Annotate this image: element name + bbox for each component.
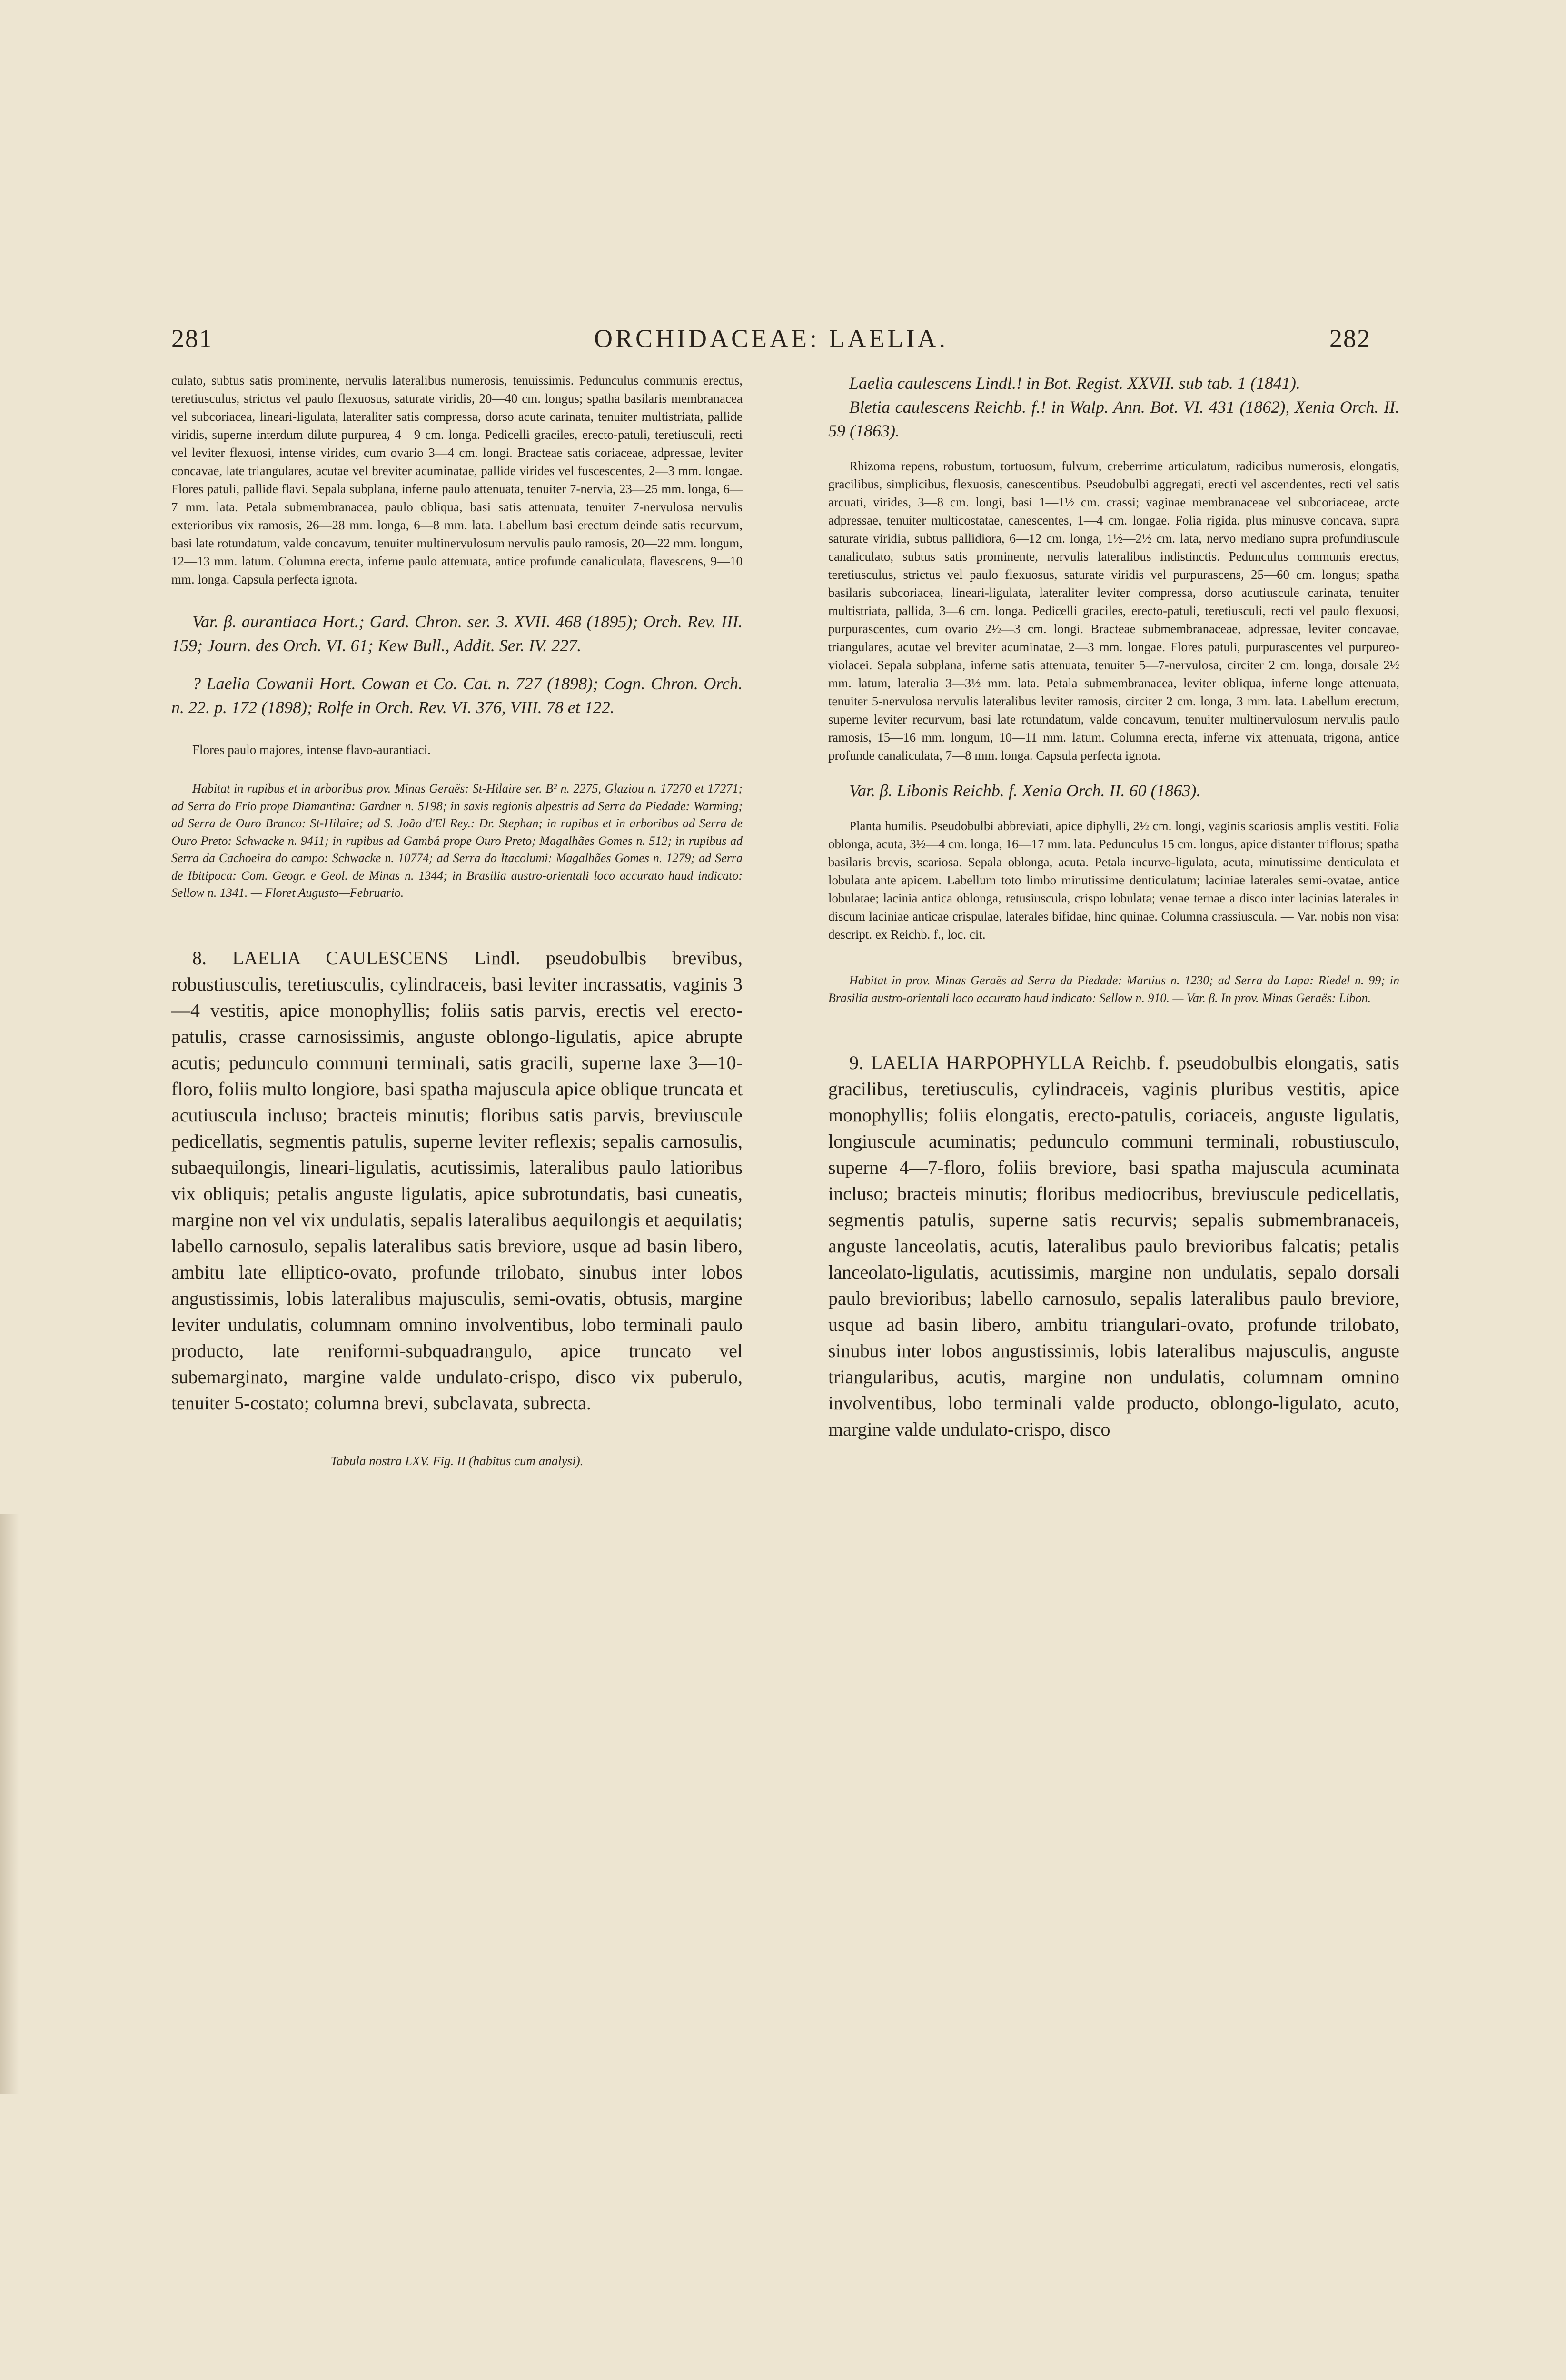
species-diagnosis: 8. LAELIA CAULESCENS Lindl. pseudobulbis brevibus, robustiusculis, teretiusculis, cylindraceis, basi leviter incrassatis, vaginis 3—4 vestitis, apice monophyllis; foliis satis parvis, erectis vel erecto-patulis, crasse carnosissimis, anguste oblongo-ligulatis, apice abrupte acutis; pedunculo communi terminali, satis gracili, superne laxe 3—10-floro, foliis multo longiore, basi spatha majuscula apice oblique truncata et acutiuscula incluso; bracteis minutis; floribus satis parvis, breviuscule pedicellatis, segmentis patulis, superne leviter reflexis; sepalis carnosulis, subaequilongis, lineari-ligulatis, acutissimis, lateralibus paulo latioribus vix obliquis; petalis anguste ligulatis, apice subrotundatis, basi cuneatis, margine non vel vix undulatis, sepalis lateralibus aequilongis et aequilatis; labello carnosulo, sepalis lateralibus satis breviore, usque ad basin libero, ambitu late elliptico-ovato, profunde trilobato, sinubus inter lobos angustissimis, lobis lateralibus majusculis, semi-ovatis, obtusis, margine leviter undulatis, columnam omnino involventibus, lobo terminali paulo producto, late reniformi-subquadrangulo, apice truncato vel subemarginato, margine valde undulato-crispo, disco vix puberulo, tenuiter 5-costato; columna brevi, subclavata, subrecta. (171, 947, 743, 1414)
synonym-reference: ? Laelia Cowanii Hort. Cowan et Co. Cat. n. 727 (1898); Cogn. Chron. Orch. n. 22. p. 172 (1898); Rolfe in Orch. Rev. VI. 376, VIII. 78 et 122. (171, 674, 743, 717)
right-column (828, 371, 1399, 1442)
variety-heading-libonis: Var. β. Libonis Reichb. f. Xenia Orch. II. 60 (1863). (849, 781, 1201, 800)
description-continued: culato, subtus satis prominente, nervulis lateralibus numerosis, tenuissimis. Pedunculus communis erectus, teretiusculus, strictus vel paulo flexuosus, saturate viridis, 20—40 cm. longus; spatha basilaris membranacea vel subcoriacea, lineari-ligulata, lateraliter satis compressa, dorso acute carinata, tenuiter multistriata, pallide viridis, superne interdum dilute purpurea, 4—9 cm. longa. Pedicelli graciles, erecto-patuli, teretiusculi, recti vel leviter flexuosi, intense virides, cum ovario 3—4 cm. longi. Bracteae satis coriaceae, adpressae, leviter concavae, late triangulares, acutae vel breviter acuminatae, pallide virides vel fuscescentes, 2—3 mm. longae. Flores patuli, pallide flavi. Sepala subplana, inferne paulo attenuata, tenuiter 7-nervia, 23—25 mm. longa, 6—7 mm. lata. Petala submembranacea, paulo obliqua, basi satis attenuata, tenuiter 7-nervulosa nervulis exterioribus vix ramosis, 26—28 mm. longa, 6—8 mm. lata. Labellum basi erectum deinde satis recurvum, basi late rotundatum, valde concavum, tenuiter multinervulosum nervulis paulo ramosis, 20—22 mm. longum, 12—13 mm. latum. Columna erecta, inferne paulo attenuata, antice profunde canaliculata, flavescens, 9—10 mm. longa. Capsula perfecta ignota. (171, 373, 743, 586)
synonym-reference-bletia: Bletia caulescens Reichb. f.! in Walp. Ann. Bot. VI. 431 (1862), Xenia Orch. II. 59 (1863). (828, 397, 1399, 440)
page-number-left: 281 (171, 324, 213, 353)
left-column (171, 371, 743, 1470)
basionym-reference: Laelia caulescens Lindl.! in Bot. Regist. XXVII. sub tab. 1 (1841). (849, 374, 1300, 393)
variety-heading: Var. β. aurantiaca Hort.; Gard. Chron. ser. 3. XVII. 468 (1895); Orch. Rev. III. 159; Journ. des Orch. VI. 61; Kew Bull., Addit. Ser. IV. 227. (171, 612, 743, 655)
page-edge-shadow (0, 1514, 19, 2094)
page-number-right: 282 (1329, 324, 1371, 353)
variety-description: Planta humilis. Pseudobulbi abbreviati, apice diphylli, 2½ cm. longi, vaginis scariosis amplis vestiti. Folia oblonga, acuta, 3½—4 cm. longa, 16—17 mm. lata. Pedunculus 15 cm. longus, apice distanter triflorus; spatha basilaris brevis, scariosa. Sepala oblonga, acuta. Petala incurvo-ligulata, acuta, minutissime denticulata et lobulata ante apicem. Labellum toto limbo minutissime denticulatum; laciniae laterales semi-ovatae, antice lobulatae; lacinia antica oblonga, retusiuscula, crispo lobulata; venae ternae a disco inter lacinias laterales in discum laciniae anticae crispulae, laterales bifidae, hinc quinae. Columna crassiuscula. — Var. nobis non visa; descript. ex Reichb. f., loc. cit. (828, 819, 1399, 942)
species-diagnosis-harpophylla: 9. LAELIA HARPOPHYLLA Reichb. f. pseudobulbis elongatis, satis gracilibus, teretiusculis, cylindraceis, vaginis pluribus vestitis, apice monophyllis; foliis elongatis, erecto-patulis, coriaceis, anguste ligulatis, longiuscule acuminatis; pedunculo communi terminali, robustiusculo, superne 4—7-floro, foliis breviore, basi spatha majuscula acuminata incluso; bracteis minutis; floribus mediocribus, breviuscule pedicellatis, segmentis patulis, superne satis recurvis; sepalis submembranaceis, anguste lanceolatis, acutis, lateralibus paulo brevioribus falcatis; petalis lanceolato-ligulatis, acutissimis, margine non undulatis, sepalo dorsali paulo brevioribus; labello carnosulo, sepalis lateralibus paulo breviore, usque ad basin libero, ambitu triangulari-ovato, profunde trilobato, sinubus inter lobos angustissimis, lobis lateralibus majusculis, anguste triangularibus, acutis, margine non undulatis, columnam omnino involventibus, lobo terminali valde producto, oblongo-ligulato, acuto, margine valde undulato-crispo, disco (828, 1052, 1399, 1440)
variety-flowers-note: Flores paulo majores, intense flavo-aurantiaci. (192, 743, 431, 757)
running-title: ORCHIDACEAE: LAELIA. (594, 324, 948, 353)
running-header (171, 324, 1371, 362)
habitat-paragraph: Habitat in rupibus et in arboribus prov. Minas Geraës: St-Hilaire ser. B² n. 2275, Glaziou n. 17270 et 17271; ad Serra do Frio prope Diamantina: Gardner n. 5198; in saxis regionis alpestris ad Serra da Piedade: Warming; ad Serra de Ouro Branco: St-Hilaire; ad S. João d'El Rey.: Dr. Stephan; in rupibus et in arboribus ad Serra de Ouro Preto: Schwacke n. 9411; in rupibus ad Gambá prope Ouro Preto; Magalhães Gomes n. 512; in rupibus ad Serra da Cachoeira do campo: Schwacke n. 10774; ad Serra do Itacolumi: Magalhães Gomes n. 1279; ad Serra de Ibitipoca: Com. Geogr. e Geol. de Minas n. 1344; in Brasilia austro-orientali loco accurato haud indicato: Sellow n. 1341. — Floret Augusto—Februario. (171, 782, 743, 900)
species-description: Rhizoma repens, robustum, tortuosum, fulvum, creberrime articulatum, radicibus numerosis, elongatis, gracilibus, simplicibus, flexuosis, canescentibus. Pseudobulbi aggregati, erecti vel ascendentes, recti vel satis arcuati, virides, 3—8 cm. longi, basi 1—1½ cm. crassi; vaginae membranaceae vel subcoriaceae, arcte adpressae, tenuiter multicostatae, canescentes, 1—4 cm. longae. Folia rigida, plus minusve concava, supra saturate viridia, subtus pallidiora, 6—12 cm. longa, 1½—2½ cm. lata, nervo mediano supra profundiuscule canaliculato, subtus satis prominente, nervulis lateralibus indistinctis. Pedunculus communis erectus, teretiusculus, strictus vel paulo flexuosus, saturate viridis vel purpurascens, 25—60 cm. longus; spatha basilaris subcoriacea, lineari-ligulata, lateraliter leviter compressa, dorso acutiuscule carinata, tenuiter multistriata, pallida, 3—6 cm. longa. Pedicelli graciles, erecto-patuli, teretiusculi, recti vel paulo flexuosi, purpurascentes, cum ovario 2½—3 cm. longi. Bracteae submembranaceae, adpressae, leviter concavae, triangulares, acutae vel breviter acuminatae, 2—3 mm. longae. Flores patuli, purpurascentes vel purpureo-violacei. Sepala subplana, inferne satis attenuata, tenuiter 5—7-nervulosa, circiter 2 cm. longa, dorsale 2½ mm. latum, lateralia 3—3½ mm. lata. Petala submembranacea, leviter obliqua, inferne longe attenuata, tenuiter 5-nervulosa nervulis lateralibus leviter ramosis, circiter 2 cm. longa, 3 mm. lata. Labellum erectum, superne leviter recurvum, basi late rotundatum, valde concavum, tenuiter multinervulosum nervulis paulo ramosis, 15—16 mm. longum, 10—11 mm. latum. Columna erecta, inferne vix attenuata, trigona, antice profunde canaliculata, 7—8 mm. longa. Capsula perfecta ignota. (828, 459, 1399, 763)
plate-reference: Tabula nostra LXV. Fig. II (habitus cum analysi). (330, 1453, 584, 1468)
habitat-paragraph-right: Habitat in prov. Minas Geraës ad Serra da Piedade: Martius n. 1230; ad Serra da Lapa: Riedel n. 99; in Brasilia austro-orientali loco accurato haud indicato: Sellow n. 910. — Var. β. In prov. Minas Geraës: Libon. (828, 973, 1399, 1005)
